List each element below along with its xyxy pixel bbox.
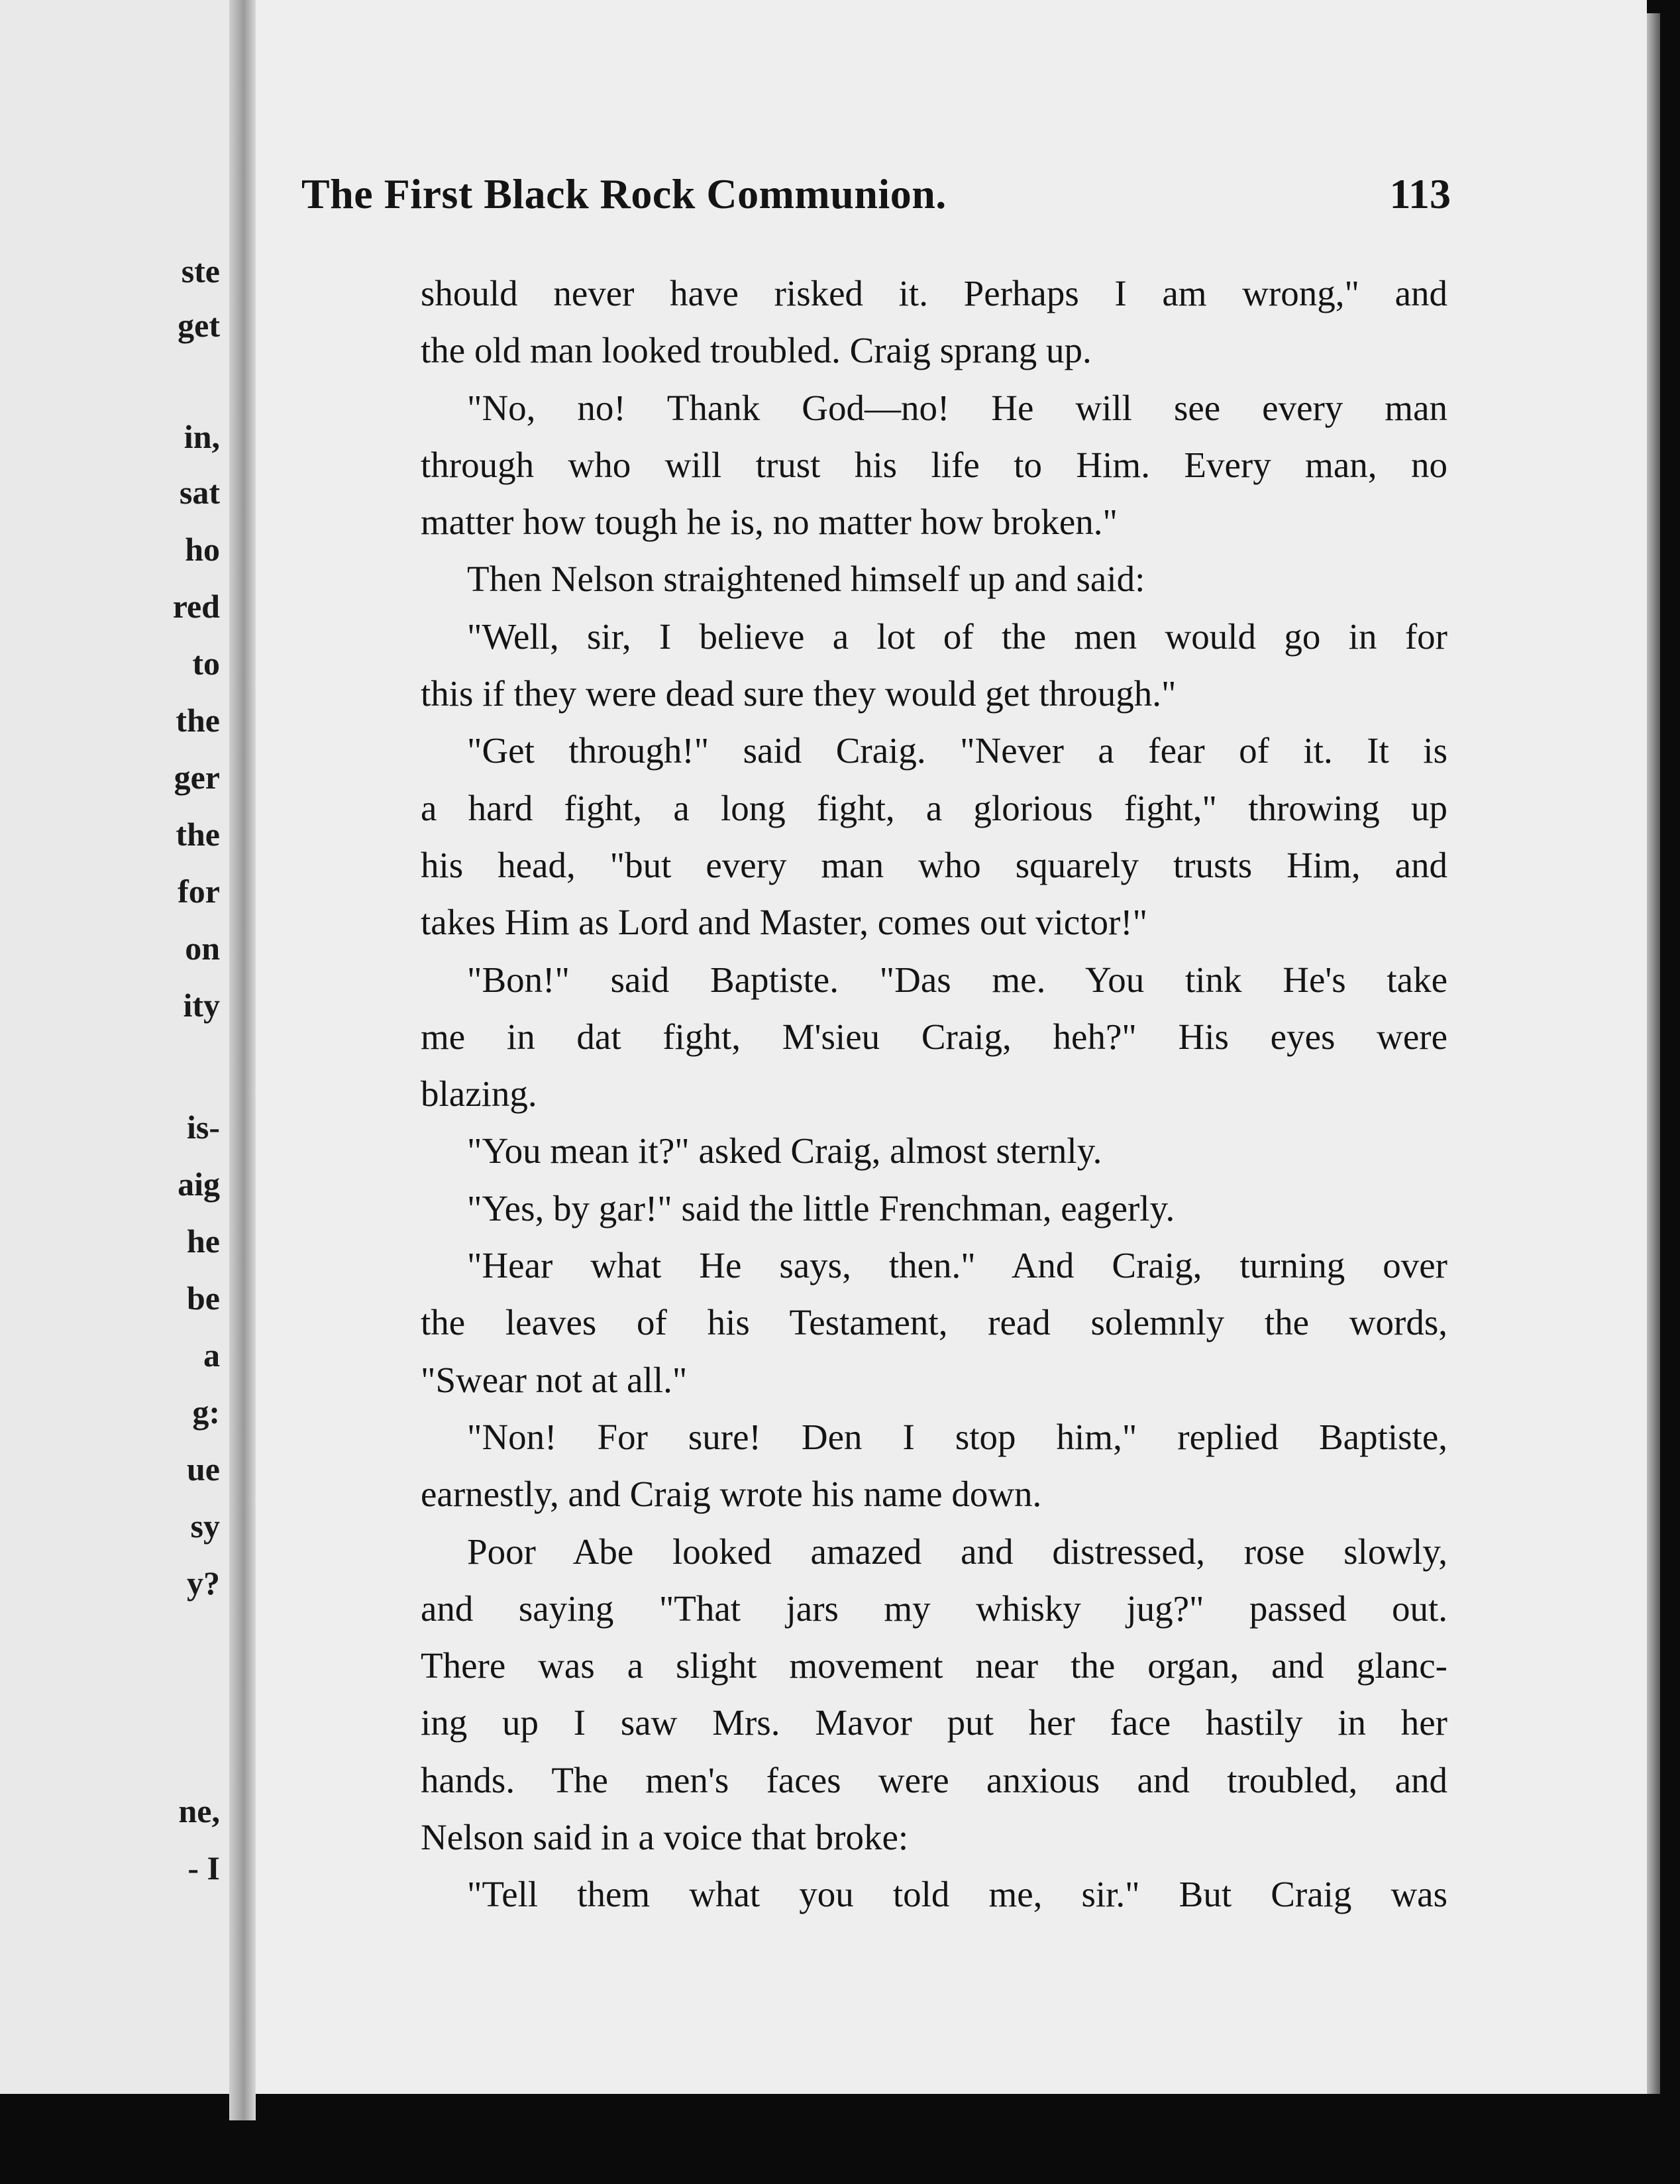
left-fragment: he: [187, 1223, 220, 1260]
text-line: "Get through!" said Craig. "Never a fear of it. It is: [467, 730, 1447, 771]
text-line: through who will trust his life to Him. Every man, no: [421, 444, 1447, 485]
text-line: "You mean it?" asked Craig, almost sternly.: [467, 1130, 1102, 1172]
left-fragment: - I: [187, 1849, 220, 1886]
text-line: Nelson said in a voice that broke:: [421, 1817, 909, 1858]
text-line: "Hear what He says, then." And Craig, turning over: [467, 1245, 1447, 1286]
left-fragment: to: [192, 645, 220, 682]
text-line: the old man looked troubled. Craig sprang up.: [421, 330, 1092, 371]
left-fragment: on: [185, 930, 220, 967]
text-line: the leaves of his Testament, read solemnly the words,: [421, 1302, 1447, 1343]
left-fragment: sat: [179, 474, 220, 511]
left-page-text-fragments: [0, 0, 220, 2094]
text-line: a hard fight, a long fight, a glorious fight," throwing up: [421, 787, 1447, 828]
left-fragment: the: [176, 816, 220, 853]
page-number: 113: [1389, 170, 1451, 217]
running-head: [301, 170, 1451, 223]
left-fragment: ste: [181, 252, 220, 290]
text-line: should never have risked it. Perhaps I am wrong," and: [421, 273, 1447, 313]
left-fragment: is-: [187, 1109, 220, 1146]
page-edge: [1647, 13, 1660, 2094]
left-fragment: ne,: [178, 1792, 220, 1829]
text-line: "Bon!" said Baptiste. "Das me. You tink He's take: [467, 959, 1447, 1000]
text-line: blazing.: [421, 1073, 537, 1115]
left-fragment: sy: [190, 1507, 220, 1545]
text-line: earnestly, and Craig wrote his name down.: [421, 1474, 1042, 1515]
text-line: and saying "That jars my whisky jug?" passed out.: [421, 1588, 1447, 1629]
left-fragment: ue: [187, 1450, 220, 1488]
left-fragment: ity: [183, 987, 220, 1024]
text-line: his head, "but every man who squarely trusts Him, and: [421, 844, 1447, 885]
running-title: The First Black Rock Communion.: [301, 170, 947, 217]
left-fragment: red: [172, 588, 220, 625]
text-line: "Well, sir, I believe a lot of the men would go in for: [467, 616, 1447, 657]
text-line: There was a slight movement near the organ, and glanc-: [421, 1645, 1447, 1686]
text-line: hands. The men's faces were anxious and troubled, and: [421, 1759, 1447, 1800]
text-line: me in dat fight, M'sieu Craig, heh?" His eyes were: [421, 1016, 1447, 1057]
text-line: takes Him as Lord and Master, comes out victor!": [421, 902, 1148, 943]
left-fragment: a: [203, 1337, 220, 1374]
text-line: Poor Abe looked amazed and distressed, rose slowly,: [467, 1531, 1447, 1572]
left-fragment: be: [187, 1280, 220, 1317]
text-line: this if they were dead sure they would get through.": [421, 673, 1177, 714]
left-fragment: g:: [192, 1393, 220, 1431]
left-fragment: in,: [184, 418, 220, 455]
left-fragment: the: [176, 702, 220, 739]
text-line: matter how tough he is, no matter how broken.": [421, 502, 1118, 543]
book-gutter: [229, 0, 256, 2120]
text-line: Then Nelson straightened himself up and said:: [467, 559, 1145, 600]
left-fragment: for: [178, 873, 220, 910]
text-line: "Tell them what you told me, sir." But Craig was: [467, 1874, 1447, 1915]
left-fragment: y?: [187, 1564, 220, 1602]
left-fragment: aig: [178, 1166, 220, 1203]
text-line: ing up I saw Mrs. Mavor put her face hastily in her: [421, 1702, 1447, 1743]
left-fragment: ger: [174, 759, 220, 796]
left-fragment: ho: [185, 531, 220, 568]
text-line: "No, no! Thank God—no! He will see every man: [467, 387, 1447, 428]
body-text: [421, 265, 1447, 1924]
text-line: "Non! For sure! Den I stop him," replied Baptiste,: [467, 1416, 1447, 1457]
left-fragment: get: [178, 307, 220, 344]
left-page: [0, 0, 248, 2094]
text-line: "Yes, by gar!" said the little Frenchman, eagerly.: [467, 1187, 1175, 1228]
text-line: "Swear not at all.": [421, 1359, 688, 1400]
